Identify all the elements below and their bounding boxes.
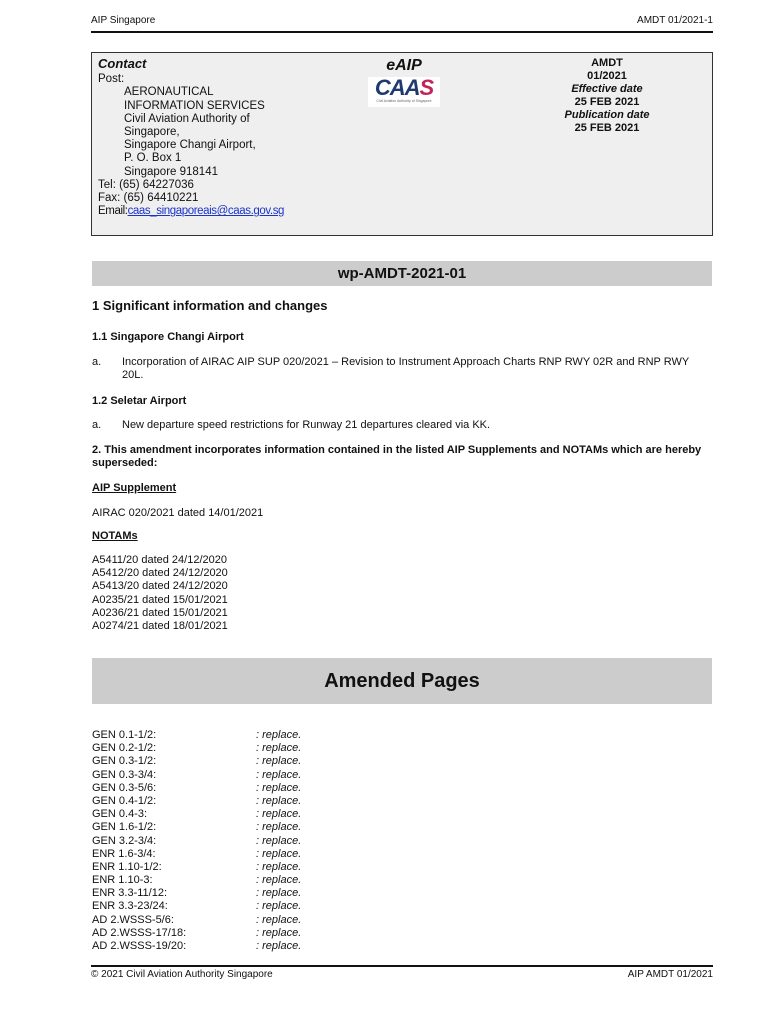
notam-entry: A5411/20 dated 24/12/2020 — [92, 554, 227, 566]
page-ref: GEN 0.3-5/6: — [92, 781, 157, 794]
page-header — [91, 13, 713, 33]
contact-section — [98, 57, 284, 218]
page-action: : replace. — [256, 742, 302, 755]
header-page-ref: AMDT 01/2021-1 — [637, 15, 713, 26]
page-action: : replace. — [256, 808, 302, 821]
address-line: Civil Aviation Authority of — [124, 112, 250, 125]
page-ref: AD 2.WSSS-17/18: — [92, 926, 187, 939]
page-action: : replace. — [256, 887, 302, 900]
notam-entry: A0274/21 dated 18/01/2021 — [92, 620, 228, 633]
amended-page-row — [92, 861, 392, 874]
page-ref: GEN 0.2-1/2: — [92, 742, 157, 755]
page-action: : replace. — [256, 900, 302, 913]
document-title-bar: wp-AMDT-2021-01 — [92, 261, 712, 286]
page-ref: ENR 1.10-1/2: — [92, 860, 162, 873]
email-link[interactable]: caas_singaporeais@caas.gov.sg — [127, 205, 285, 218]
notam-entry: A0235/21 dated 15/01/2021 — [92, 593, 228, 606]
page-footer — [91, 965, 713, 980]
page-action: : replace. — [256, 781, 302, 794]
amended-page-row — [92, 742, 392, 755]
amended-page-row — [92, 808, 392, 821]
list-item — [92, 356, 712, 383]
amdt-label: AMDT — [591, 57, 623, 69]
supplement-entry: AIRAC 020/2021 dated 14/01/2021 — [92, 507, 264, 519]
address-line: AERONAUTICAL — [124, 86, 214, 99]
address-line: P. O. Box 1 — [124, 152, 182, 165]
page-action: : replace. — [256, 821, 302, 834]
caas-logo-subtitle: Civil Aviation Authority of Singapore — [376, 99, 432, 103]
address-line: Singapore Changi Airport, — [124, 139, 256, 152]
fax: Fax: (65) 64410221 — [98, 192, 199, 205]
contact-box — [91, 52, 713, 236]
tel: Tel: (65) 64227036 — [98, 178, 194, 191]
footer-copyright: © 2021 Civil Aviation Authority Singapore — [91, 969, 273, 980]
page-action: : replace. — [256, 729, 302, 741]
footer-amdt-ref: AIP AMDT 01/2021 — [627, 969, 713, 980]
list-item-text: New departure speed restrictions for Runway 21 departures cleared via KK. — [122, 419, 491, 431]
caas-logo — [368, 77, 440, 107]
notam-list — [92, 554, 228, 633]
page-ref: GEN 0.1-1/2: — [92, 729, 157, 741]
page-ref: ENR 3.3-11/12: — [92, 887, 168, 900]
publication-date: 25 FEB 2021 — [574, 122, 640, 134]
list-item-text: Incorporation of AIRAC AIP SUP 020/2021 – Revision to Instrument Approach Charts RNP RWY 02R and RNP RWY 20L. — [122, 356, 690, 382]
address-line: Singapore, — [124, 126, 180, 139]
amended-page-row — [92, 782, 392, 795]
amended-pages-title-bar: Amended Pages — [92, 658, 712, 704]
page-action: : replace. — [256, 860, 302, 873]
page-ref: AD 2.WSSS-19/20: — [92, 940, 187, 952]
caas-logo-text: CAAS — [374, 75, 434, 100]
amdt-info — [552, 57, 662, 135]
amended-page-row — [92, 795, 392, 808]
amended-pages-list — [92, 729, 392, 953]
contact-title: Contact — [98, 56, 147, 71]
notam-entry: A0236/21 dated 15/01/2021 — [92, 606, 228, 619]
effective-date-label: Effective date — [571, 83, 643, 95]
page-action: : replace. — [256, 940, 302, 952]
address-line: INFORMATION SERVICES — [124, 99, 265, 112]
amended-page-row — [92, 874, 392, 887]
page-ref: GEN 0.4-1/2: — [92, 794, 157, 807]
list-item — [92, 419, 712, 432]
amended-page-row — [92, 927, 392, 940]
amdt-number: 01/2021 — [587, 70, 627, 82]
eaip-title: eAIP — [386, 57, 422, 74]
amended-page-row — [92, 835, 392, 848]
address-line: Singapore 918141 — [124, 165, 218, 178]
amended-page-row — [92, 821, 392, 834]
subsection-1-1-heading: 1.1 Singapore Changi Airport — [92, 331, 244, 343]
page-ref: GEN 1.6-1/2: — [92, 821, 157, 834]
list-marker: a. — [92, 356, 102, 368]
notam-entry: A5413/20 dated 24/12/2020 — [92, 580, 228, 593]
page-ref: ENR 1.10-3: — [92, 874, 153, 887]
subsection-1-2-heading: 1.2 Seletar Airport — [92, 395, 187, 407]
page-ref: ENR 3.3-23/24: — [92, 900, 168, 913]
amended-page-row — [92, 848, 392, 861]
page-action: : replace. — [256, 874, 302, 887]
amended-page-row — [92, 729, 392, 742]
page-ref: ENR 1.6-3/4: — [92, 847, 156, 860]
aip-supplement-heading: AIP Supplement — [92, 482, 177, 494]
page-ref: GEN 0.3-1/2: — [92, 755, 157, 768]
effective-date: 25 FEB 2021 — [574, 96, 640, 108]
amended-page-row — [92, 755, 392, 768]
amended-page-row — [92, 769, 392, 782]
eaip-section — [364, 57, 444, 107]
section-1-heading: 1 Significant information and changes — [92, 298, 328, 313]
list-marker: a. — [92, 419, 102, 431]
page-ref: GEN 0.4-3: — [92, 808, 148, 821]
page-ref: GEN 3.2-3/4: — [92, 834, 157, 847]
page-ref: GEN 0.3-3/4: — [92, 768, 157, 781]
page-action: : replace. — [256, 847, 302, 860]
amended-page-row — [92, 940, 392, 953]
page-ref: AD 2.WSSS-5/6: — [92, 913, 174, 926]
page-action: : replace. — [256, 834, 302, 847]
amended-page-row — [92, 900, 392, 913]
post-label: Post: — [98, 73, 125, 86]
header-doc-title: AIP Singapore — [91, 15, 156, 26]
page-action: : replace. — [256, 755, 302, 768]
notams-heading: NOTAMs — [92, 530, 138, 542]
notam-entry: A5412/20 dated 24/12/2020 — [92, 567, 228, 580]
section-2-heading: 2. This amendment incorporates information contained in the listed AIP Supplements and NOTAMs which are hereby superseded: — [92, 444, 702, 470]
page-action: : replace. — [256, 926, 302, 939]
email-row — [98, 205, 284, 218]
page-action: : replace. — [256, 768, 302, 781]
page-action: : replace. — [256, 913, 302, 926]
amended-page-row — [92, 887, 392, 900]
amended-page-row — [92, 914, 392, 927]
page-action: : replace. — [256, 794, 302, 807]
email-label: Email: — [98, 205, 128, 218]
publication-date-label: Publication date — [564, 109, 650, 121]
